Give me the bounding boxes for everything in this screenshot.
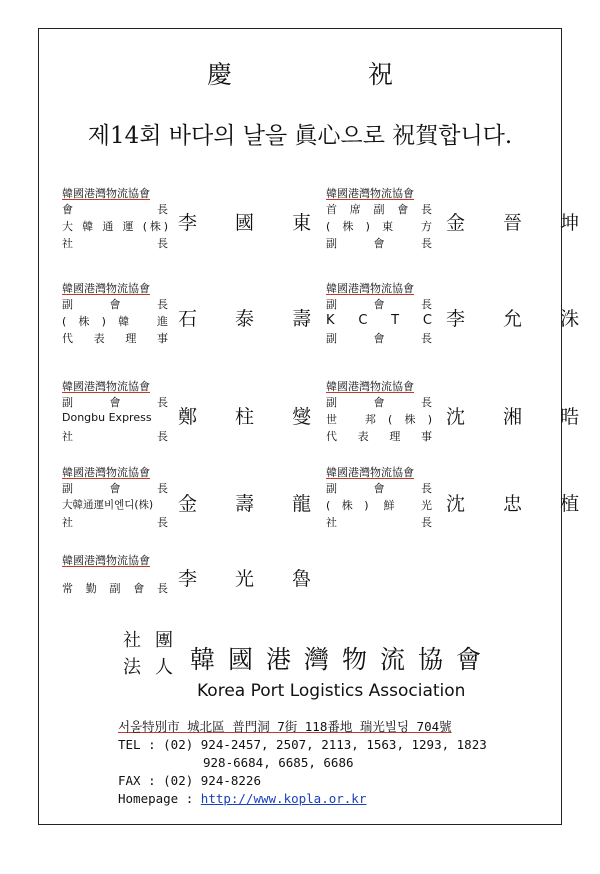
entry-person-name: 金 壽 龍: [178, 493, 328, 515]
entry-person-name: 鄭 柱 燮: [178, 406, 328, 428]
homepage-link[interactable]: http://www.kopla.or.kr: [200, 791, 367, 806]
entry-title: 常 勤 副 會 長: [62, 582, 168, 595]
entry-company: 大韓通運비엔디(株): [62, 499, 154, 511]
entry-position: 社 長: [62, 237, 168, 250]
entry-company: (株)韓 進: [62, 315, 168, 328]
entry-org: 韓國港灣物流協會: [326, 187, 414, 200]
page-subtitle: 제14회 바다의 날을 眞心으로 祝賀합니다.: [87, 123, 513, 149]
entry-person-name: 沈 忠 植: [446, 493, 596, 515]
entry-company: (株)東 方: [326, 220, 432, 233]
entry-title: 副 會 長: [62, 482, 168, 495]
entry-org: 韓國港灣物流協會: [326, 380, 414, 393]
entry-person-name: 金 晉 坤: [446, 212, 596, 234]
entry-person-name: 李 光 魯: [178, 568, 328, 590]
tel-line: TEL : (02) 924-2457, 2507, 2113, 1563, 1293, 1823: [118, 737, 487, 752]
entry-org: 韓國港灣物流協會: [326, 282, 414, 295]
entry-person-name: 石 泰 壽: [178, 308, 328, 330]
entry-company: 世 邦(株): [326, 413, 432, 426]
entry-position: 社 長: [62, 516, 168, 529]
entry-6: [326, 378, 596, 448]
entry-position: 社 長: [62, 430, 168, 443]
entry-company: Dongbu Express: [62, 411, 152, 424]
entry-position: 社 長: [326, 516, 432, 529]
homepage-label: Homepage :: [118, 791, 201, 806]
entry-1: [62, 185, 328, 255]
entry-title: 副 會 長: [62, 298, 168, 311]
entry-org: 韓國港灣物流協會: [326, 466, 414, 479]
entry-title: 首 席 副 會 長: [326, 203, 432, 216]
entry-position: 副 會 長: [326, 332, 432, 345]
entry-company: (株) 鮮 光: [326, 499, 432, 512]
entry-position: 代 表 理 事: [62, 332, 168, 345]
entry-8: [326, 464, 596, 534]
entry-person-name: 沈 湘 晧: [446, 406, 596, 428]
corporate-body-label: [123, 627, 187, 681]
entry-title: 會 長: [62, 203, 168, 216]
entry-title: 副 會 長: [62, 396, 168, 409]
entry-org: 韓國港灣物流協會: [62, 554, 150, 567]
fax-line: FAX : (02) 924-8226: [118, 773, 261, 788]
corporate-label-bottom: 法人: [123, 657, 187, 678]
homepage-line: [118, 791, 366, 806]
entry-4: [326, 280, 596, 350]
entry-title: 副 會 長: [326, 482, 432, 495]
entry-org: 韓國港灣物流協會: [62, 282, 150, 295]
entry-5: [62, 378, 328, 448]
address-line: 서울特別市 城北區 普門洞 7街 118番地 瑞光빌딩 704號: [118, 719, 452, 734]
entry-person-name: 李 國 東: [178, 212, 328, 234]
tel-line-continued: 928-6684, 6685, 6686: [203, 755, 354, 770]
entry-2: [326, 185, 596, 255]
entry-title: 副 會 長: [326, 298, 432, 311]
corporate-label-top: 社團: [123, 630, 187, 651]
entry-company: 大 韓 通 運 (株): [62, 220, 168, 233]
entry-org: 韓國港灣物流協會: [62, 380, 150, 393]
association-name: 韓國港灣物流協會: [190, 645, 495, 674]
entry-company: K C T C: [326, 313, 432, 328]
entry-org: 韓國港灣物流協會: [62, 466, 150, 479]
entry-position: 副 會 長: [326, 237, 432, 250]
entry-9: [62, 552, 328, 622]
entry-person-name: 李 允 洙: [446, 308, 596, 330]
entry-position: 代 表 理 事: [326, 430, 432, 443]
page-title: 慶 祝: [207, 60, 457, 89]
entry-7: [62, 464, 328, 534]
association-english-name: Korea Port Logistics Association: [197, 681, 466, 701]
entry-title: 副 會 長: [326, 396, 432, 409]
entry-3: [62, 280, 328, 350]
entry-org: 韓國港灣物流協會: [62, 187, 150, 200]
